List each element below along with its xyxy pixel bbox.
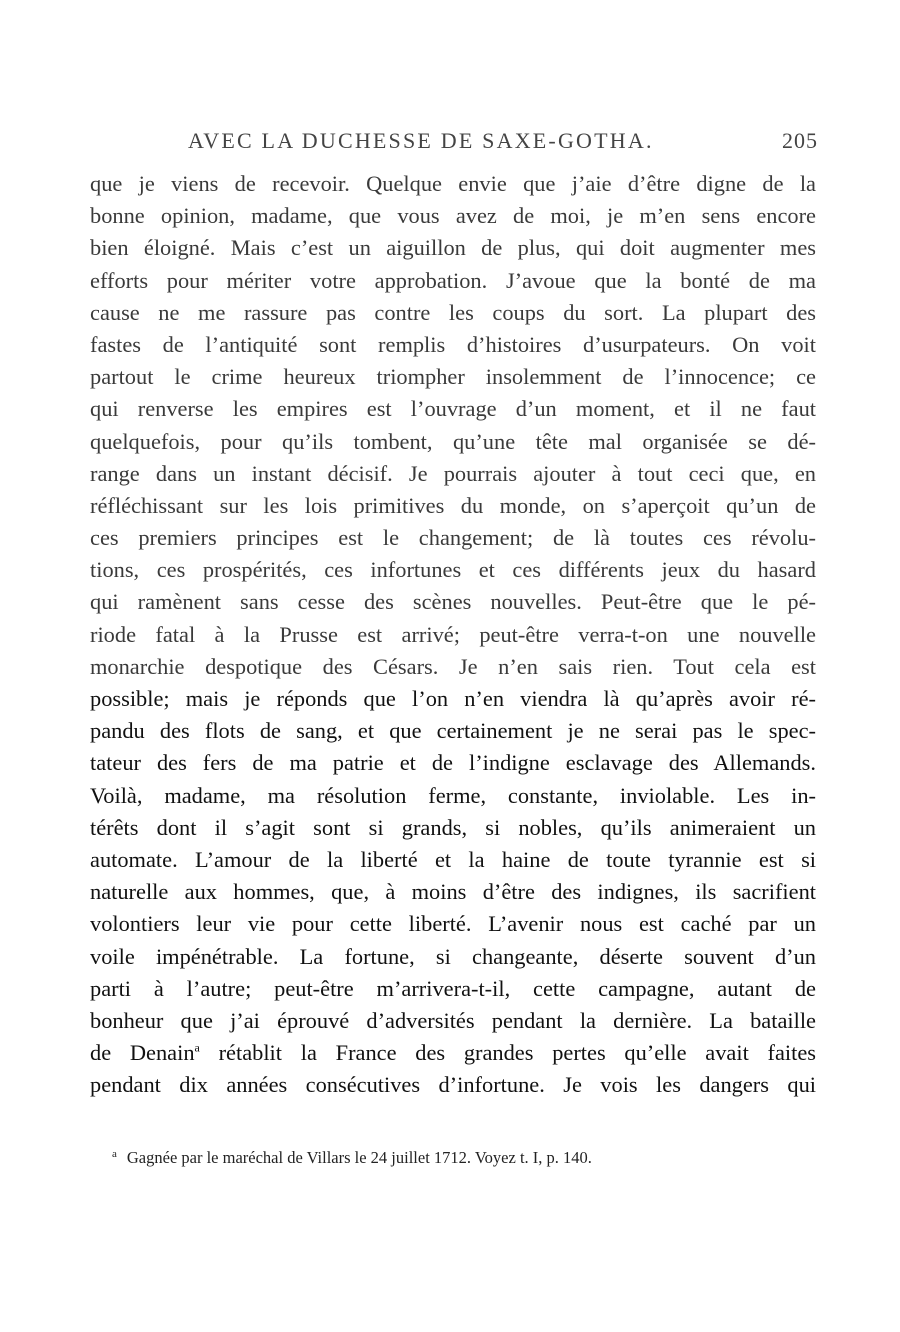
text-line: riode fatal à la Prusse est arrivé; peut-être verra-t-on une nouvelle xyxy=(90,621,816,647)
text-line: monarchie despotique des Césars. Je n’en sais rien. Tout cela est xyxy=(90,653,816,679)
text-line: fastes de l’antiquité sont remplis d’histoires d’usurpateurs. On voit xyxy=(90,331,816,357)
text-line: range dans un instant décisif. Je pourrais ajouter à tout ceci que, en xyxy=(90,460,816,486)
text-line: efforts pour mériter votre approbation. J’avoue que la bonté de ma xyxy=(90,267,816,293)
text-line: possible; mais je réponds que l’on n’en viendra là qu’après avoir ré- xyxy=(90,686,816,711)
text-segment: rétablit la France des grandes pertes qu’elle avait faites xyxy=(199,1040,816,1066)
text-line: tateur des fers de ma patrie et de l’indigne esclavage des Allemands. xyxy=(90,750,816,776)
text-line: quelquefois, pour qu’ils tombent, qu’une tête mal organisée se dé- xyxy=(90,428,816,454)
text-line: parti à l’autre; peut-être m’arrivera-t-il, cette campagne, autant de xyxy=(90,975,816,1001)
text-line: bonheur que j’ai éprouvé d’adversités pendant la dernière. La bataille xyxy=(90,1007,816,1033)
text-line: que je viens de recevoir. Quelque envie que j’aie d’être digne de la xyxy=(90,171,816,196)
text-line: qui ramènent sans cesse des scènes nouvelles. Peut-être que le pé- xyxy=(90,589,816,615)
text-line: partout le crime heureux triompher insolemment de l’innocence; ce xyxy=(90,364,816,390)
page-number: 205 xyxy=(782,128,818,153)
text-line: naturelle aux hommes, que, à moins d’être des indignes, ils sacrifient xyxy=(90,879,816,905)
body-text xyxy=(90,168,816,1101)
text-line: cause ne me rassure pas contre les coups du sort. La plupart des xyxy=(90,299,816,325)
text-line: bien éloigné. Mais c’est un aiguillon de plus, qui doit augmenter mes xyxy=(90,235,816,261)
footnote-reference: a xyxy=(194,1040,200,1055)
text-line: voile impénétrable. La fortune, si changeante, déserte souvent d’un xyxy=(90,943,816,969)
text-line: qui renverse les empires est l’ouvrage d’un moment, et il ne faut xyxy=(90,396,816,422)
text-line: pendant dix années consécutives d’infortune. Je vois les dangers qui xyxy=(90,1072,816,1098)
running-head: AVEC LA DUCHESSE DE SAXE-GOTHA. xyxy=(188,128,654,153)
text-line: tions, ces prospérités, ces infortunes et ces différents jeux du hasard xyxy=(90,557,816,583)
page-header xyxy=(188,128,818,158)
text-line: Voilà, madame, ma résolution ferme, constante, inviolable. Les in- xyxy=(90,782,816,808)
text-line: réfléchissant sur les lois primitives du monde, on s’aperçoit qu’un de xyxy=(90,492,816,518)
text-line: ces premiers principes est le changement; de là toutes ces révolu- xyxy=(90,525,816,551)
footnote-mark: a xyxy=(112,1147,117,1160)
text-line: bonne opinion, madame, que vous avez de moi, je m’en sens encore xyxy=(90,203,816,229)
text-line: automate. L’amour de la liberté et la haine de toute tyrannie est si xyxy=(90,846,816,872)
text-line: volontiers leur vie pour cette liberté. L’avenir nous est caché par un xyxy=(90,911,816,937)
footnote-text: Gagnée par le maréchal de Villars le 24 juillet 1712. Voyez t. I, p. 140. xyxy=(126,1148,592,1167)
text-line: pandu des flots de sang, et que certainement je ne serai pas le spec- xyxy=(90,718,816,744)
text-line-with-note xyxy=(90,1037,816,1069)
footnote xyxy=(112,1148,812,1168)
text-segment: de Denain xyxy=(90,1040,195,1066)
text-line: térêts dont il s’agit sont si grands, si nobles, qu’ils animeraient un xyxy=(90,814,816,840)
